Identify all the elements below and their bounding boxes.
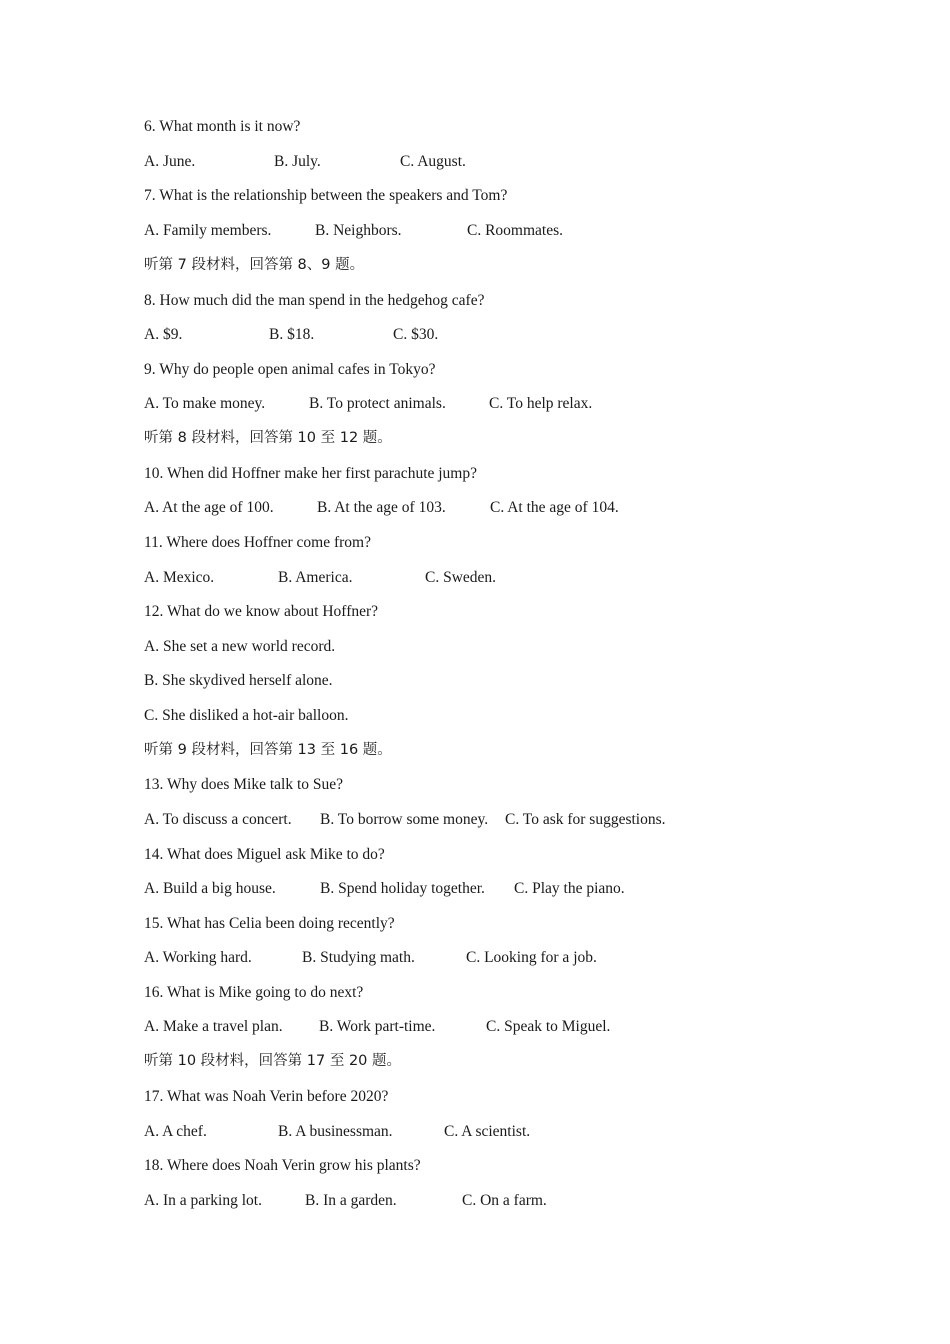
answer-option: C. On a farm. bbox=[462, 1192, 547, 1209]
answer-option: C. To ask for suggestions. bbox=[505, 811, 666, 828]
answer-option: B. Spend holiday together. bbox=[320, 880, 485, 897]
answer-option: C. At the age of 104. bbox=[490, 499, 619, 516]
answer-option: B. America. bbox=[278, 569, 353, 586]
question-text: 8. How much did the man spend in the hedgehog cafe? bbox=[144, 292, 485, 309]
section-instruction: 听第 7 段材料，回答第 8、9 题。 bbox=[144, 257, 365, 273]
answer-option: A. Make a travel plan. bbox=[144, 1018, 283, 1035]
answer-option: A. Mexico. bbox=[144, 569, 215, 586]
answer-option: C. $30. bbox=[393, 326, 439, 343]
question-text: C. She disliked a hot-air balloon. bbox=[144, 707, 349, 724]
question-text: 9. Why do people open animal cafes in Tokyo? bbox=[144, 361, 436, 378]
answer-option: A. Family members. bbox=[144, 222, 272, 239]
question-text: 18. Where does Noah Verin grow his plants? bbox=[144, 1157, 421, 1174]
section-instruction: 听第 8 段材料，回答第 10 至 12 题。 bbox=[144, 430, 392, 446]
question-text: 6. What month is it now? bbox=[144, 118, 301, 135]
answer-option: C. Play the piano. bbox=[514, 880, 625, 897]
answer-option: A. $9. bbox=[144, 326, 183, 343]
answer-option: A. Build a big house. bbox=[144, 880, 276, 897]
answer-option: A. To discuss a concert. bbox=[144, 811, 292, 828]
section-instruction: 听第 9 段材料，回答第 13 至 16 题。 bbox=[144, 742, 392, 758]
question-text: 10. When did Hoffner make her first parachute jump? bbox=[144, 465, 477, 482]
question-text: 7. What is the relationship between the speakers and Tom? bbox=[144, 187, 508, 204]
section-instruction: 听第 10 段材料，回答第 17 至 20 题。 bbox=[144, 1053, 402, 1069]
question-text: 11. Where does Hoffner come from? bbox=[144, 534, 371, 551]
answer-option: B. $18. bbox=[269, 326, 315, 343]
answer-option: B. At the age of 103. bbox=[317, 499, 446, 516]
question-text: 12. What do we know about Hoffner? bbox=[144, 603, 379, 620]
answer-option: B. July. bbox=[274, 153, 321, 170]
answer-option: B. Work part-time. bbox=[319, 1018, 436, 1035]
answer-option: B. Neighbors. bbox=[315, 222, 402, 239]
answer-option: C. August. bbox=[400, 153, 466, 170]
answer-option: A. In a parking lot. bbox=[144, 1192, 262, 1209]
question-text: 16. What is Mike going to do next? bbox=[144, 984, 364, 1001]
answer-option: B. In a garden. bbox=[305, 1192, 397, 1209]
question-text: 17. What was Noah Verin before 2020? bbox=[144, 1088, 389, 1105]
answer-option: B. To protect animals. bbox=[309, 395, 446, 412]
question-text: A. She set a new world record. bbox=[144, 638, 336, 655]
question-text: 13. Why does Mike talk to Sue? bbox=[144, 776, 344, 793]
answer-option: C. Looking for a job. bbox=[466, 949, 597, 966]
answer-option: A. At the age of 100. bbox=[144, 499, 274, 516]
answer-option: B. To borrow some money. bbox=[320, 811, 489, 828]
answer-option: A. A chef. bbox=[144, 1123, 207, 1140]
question-text: 14. What does Miguel ask Mike to do? bbox=[144, 846, 385, 863]
answer-option: A. June. bbox=[144, 153, 196, 170]
answer-option: C. Speak to Miguel. bbox=[486, 1018, 611, 1035]
question-text: 15. What has Celia been doing recently? bbox=[144, 915, 395, 932]
question-text: B. She skydived herself alone. bbox=[144, 672, 333, 689]
answer-option: A. Working hard. bbox=[144, 949, 252, 966]
answer-option: C. To help relax. bbox=[489, 395, 593, 412]
answer-option: C. Sweden. bbox=[425, 569, 497, 586]
answer-option: C. Roommates. bbox=[467, 222, 564, 239]
answer-option: A. To make money. bbox=[144, 395, 266, 412]
answer-option: B. Studying math. bbox=[302, 949, 415, 966]
answer-option: C. A scientist. bbox=[444, 1123, 531, 1140]
answer-option: B. A businessman. bbox=[278, 1123, 393, 1140]
